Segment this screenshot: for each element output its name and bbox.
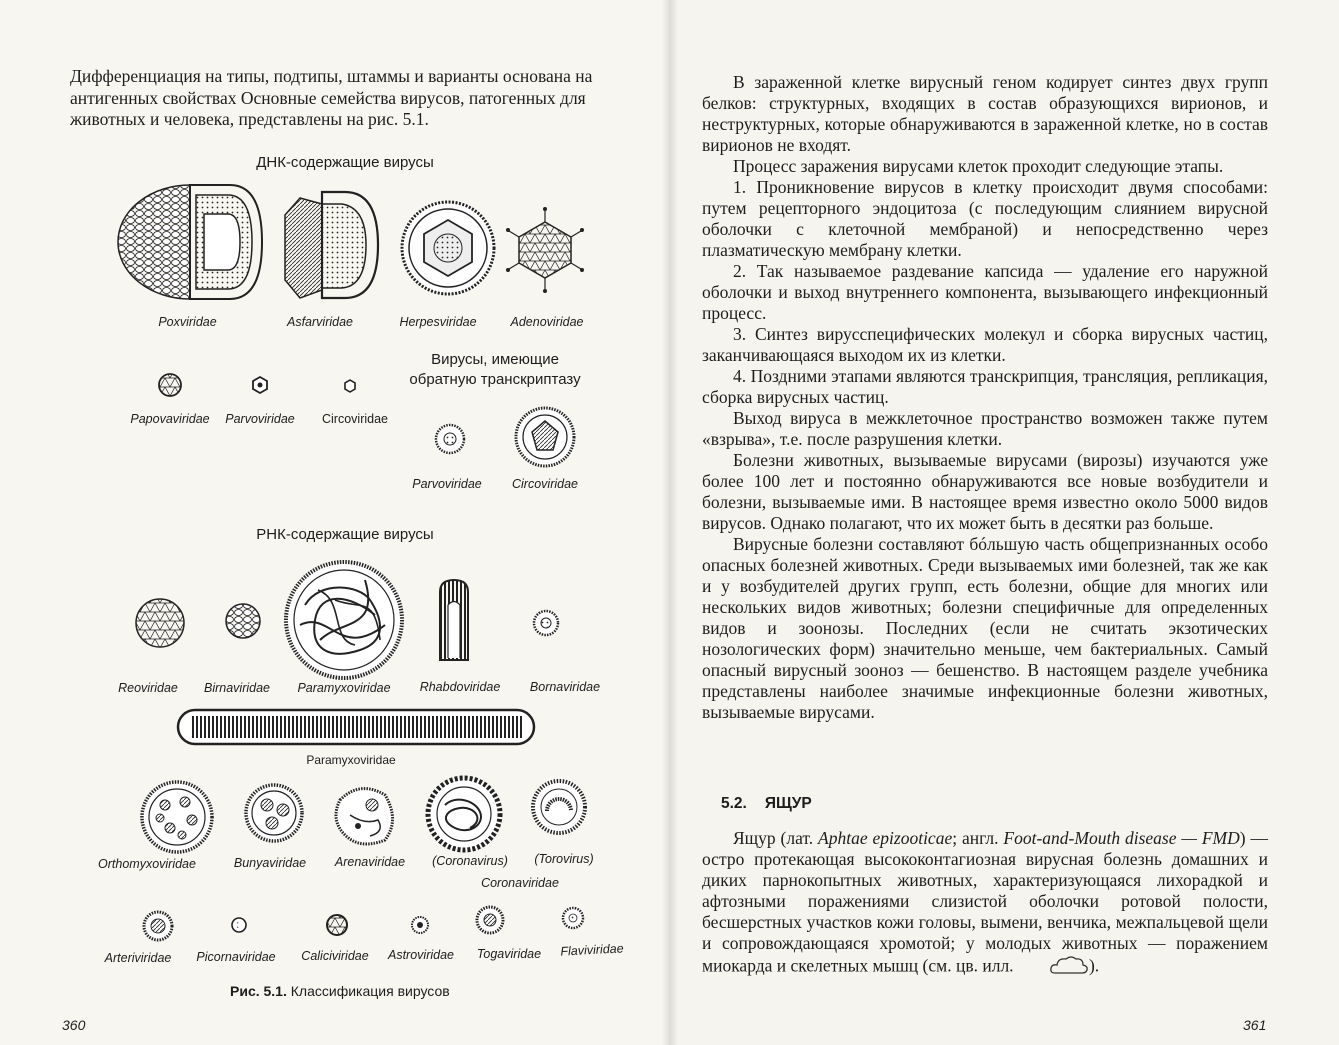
- book-gutter: [662, 0, 678, 1045]
- label-herpesviridae: Herpesviridae: [399, 315, 477, 329]
- rhabdoviridae-illustration: [440, 580, 468, 660]
- label-parvoviridae: Parvoviridae: [225, 412, 295, 426]
- page-number-right: 361: [1243, 1017, 1267, 1033]
- label-rt-parvoviridae: Parvoviridae: [412, 477, 482, 491]
- caption-text: Классификация вирусов: [290, 983, 450, 999]
- fmd-paragraph: [702, 828, 1268, 981]
- label-reoviridae: Reoviridae: [118, 681, 178, 695]
- label-rhabdoviridae: Rhabdoviridae: [419, 680, 501, 694]
- cloud-icon: [1018, 954, 1089, 981]
- right-body-text: [702, 72, 1268, 723]
- poxviridae-illustration: [118, 185, 262, 299]
- rt-heading-line1: Вирусы, имеющие: [431, 351, 559, 368]
- label-asfarviridae: Asfarviridae: [287, 315, 353, 329]
- fmd-english-name: Foot-and-Mouth disease — FMD: [1003, 828, 1240, 848]
- papovaviridae-illustration: [159, 374, 181, 396]
- label-bornaviridae: Bornaviridae: [529, 680, 601, 694]
- section-number: 5.2.: [721, 795, 747, 812]
- rt-heading: [385, 350, 605, 390]
- flaviviridae-illustration: [563, 908, 583, 928]
- label-rt-circoviridae: Circoviridae: [512, 477, 578, 491]
- paragraph: 3. Синтез вирусспецифических молекул и сборка вирусных частиц, заканчивающаяся выходом их из клетки.: [702, 324, 1268, 365]
- parvoviridae-illustration: [253, 377, 267, 393]
- label-adenoviridae: Adenoviridae: [510, 315, 584, 329]
- label-paramyxoviridae: Paramyxoviridae: [297, 681, 391, 695]
- birnaviridae-illustration: [226, 604, 260, 638]
- label-astroviridae: Astroviridae: [388, 948, 454, 962]
- fmd-definition: [702, 828, 1268, 981]
- left-page: [0, 0, 669, 1045]
- adenoviridae-illustration: [506, 207, 584, 293]
- coronavirus-illustration: [428, 778, 500, 850]
- fmd-start: Ящур (лат.: [733, 828, 819, 848]
- picornaviridae-illustration: [232, 918, 246, 932]
- orthomyxoviridae-illustration: [142, 782, 212, 852]
- paragraph: Процесс заражения вирусами клеток проходит следующие этапы.: [733, 156, 1224, 176]
- paragraph: 1. Проникновение вирусов в клетку происходит двумя способами: путем рецепторного эндоцитоза (с последующим слиянием вирусной оболочки с клеточной мембраной) и непосредственно через плазматическую мембрану клетки.: [702, 177, 1268, 260]
- label-poxviridae: Poxviridae: [158, 315, 217, 329]
- paramyxoviridae-rod-illustration: [178, 710, 534, 744]
- paragraph: Выход вируса в межклеточное пространство возможен также путем «взрыва», т.е. после разрушения клетки.: [702, 408, 1268, 449]
- label-birnaviridae: Birnaviridae: [203, 681, 270, 695]
- caliciviridae-illustration: [327, 915, 347, 935]
- label-paramyxoviridae-rod: Paramyxoviridae: [306, 753, 396, 767]
- herpesviridae-illustration: [402, 202, 494, 294]
- label-bunyaviridae: Bunyaviridae: [233, 856, 307, 870]
- fmd-mid: ; англ.: [952, 828, 1004, 848]
- rt-circoviridae-illustration: [516, 408, 574, 466]
- label-togaviridae: Togaviridae: [476, 947, 542, 961]
- right-page: [669, 0, 1339, 1045]
- paragraph: Вирусные болезни составляют бóльшую часть общепризнанных особо опасных болезней животных. Среди вызываемых ими болезней, так же как и у возбудителей других групп, есть болезни, общие для многих или нескольких видов животных; болезни специфичные для определенных видов и зоонозы. Последних (если не считать экзотических нозологических форм) значительно меньше, чем бактериальных. Самый опасный вирусный зооноз — бешенство. В настоящем разделе учебника представлены наиболее значимые инфекционные болезни животных, вызываемые вирусами.: [702, 534, 1268, 722]
- page-number-left: 360: [62, 1017, 86, 1033]
- label-coronaviridae: Coronaviridae: [481, 876, 559, 890]
- rt-heading-line2: обратную транскриптазу: [409, 371, 581, 388]
- togaviridae-illustration: [477, 907, 503, 933]
- paragraph: В зараженной клетке вирусный геном кодирует синтез двух групп белков: структурных, входящих в состав образующихся вирионов, и неструктурных, которые обнаруживаются в зараженной клетке, но в состав вирионов не входят.: [702, 72, 1268, 155]
- label-orthomyxoviridae: Orthomyxoviridae: [98, 857, 196, 871]
- label-papovaviridae: Papovaviridae: [130, 412, 210, 426]
- rna-heading: РНК-содержащие вирусы: [256, 526, 434, 543]
- label-caliciviridae: Caliciviridae: [301, 949, 369, 963]
- fmd-end: ).: [1088, 955, 1100, 976]
- paragraph: 4. Поздними этапами являются транскрипция, трансляция, репликация, сборка вирусных частиц.: [702, 366, 1268, 407]
- arteriviridae-illustration: [144, 912, 172, 940]
- fmd-latin-name: Aphtae epizooticae: [818, 828, 953, 848]
- fmd-rest: ) — остро протекающая высококонтагиозная вирусная болезнь домашних и диких парнокопытных животных, характеризующаяся лихорадкой и афтозными поражениями слизистой оболочки ротовой полости, бесшерстных участков кожи головы, вымени, венчика, межпальцевой щели и сопровождающаяся хромотой; у молодых животных — поражением миокарда и скелетных мышц (см. цв. илл.: [702, 828, 1268, 976]
- circoviridae-illustration: [345, 380, 355, 392]
- paramyxoviridae-illustration: [286, 562, 402, 678]
- caption-number: Рис. 5.1.: [230, 983, 287, 999]
- figure-caption: [230, 983, 450, 999]
- label-torovirus: (Torovirus): [534, 852, 594, 866]
- rt-parvoviridae-illustration: [436, 425, 464, 453]
- label-coronavirus: (Coronavirus): [432, 854, 508, 868]
- label-arenaviridae: Arenaviridae: [334, 855, 406, 869]
- section-heading: [721, 795, 812, 813]
- bornaviridae-illustration: [534, 611, 558, 635]
- bunyaviridae-illustration: [246, 785, 302, 841]
- label-arteriviridae: Arteriviridae: [104, 951, 172, 965]
- reoviridae-illustration: [136, 599, 184, 647]
- asfarviridae-illustration: [285, 192, 378, 298]
- dna-heading: ДНК-содержащие вирусы: [256, 154, 434, 171]
- paragraph: 2. Так называемое раздевание капсида — удаление его наружной оболочки и выход внутреннего компонента, вызывающего инфекционный процесс.: [702, 261, 1268, 323]
- astroviridae-illustration: [412, 917, 428, 933]
- intro-text: Дифференциация на типы, подтипы, штаммы и варианты основана на антигенных свойствах Основные семейства вирусов, патогенных для животных и человека, представлены на рис. 5.1.: [70, 66, 593, 129]
- torovirus-illustration: [533, 781, 585, 833]
- section-title: ЯЩУР: [764, 795, 812, 812]
- paragraph: Болезни животных, вызываемые вирусами (вирозы) изучаются уже более 100 лет и постоянно обнаруживаются все новые возбудители и болезни, вызываемые ими. В настоящее время известно около 5000 видов вирусов. Однако полагают, что их может быть в десятки раз больше.: [702, 450, 1268, 533]
- arenaviridae-illustration: [336, 789, 393, 844]
- label-circoviridae: Circoviridae: [322, 412, 388, 426]
- label-picornaviridae: Picornaviridae: [196, 950, 276, 964]
- label-flaviviridae: Flaviviridae: [560, 941, 624, 959]
